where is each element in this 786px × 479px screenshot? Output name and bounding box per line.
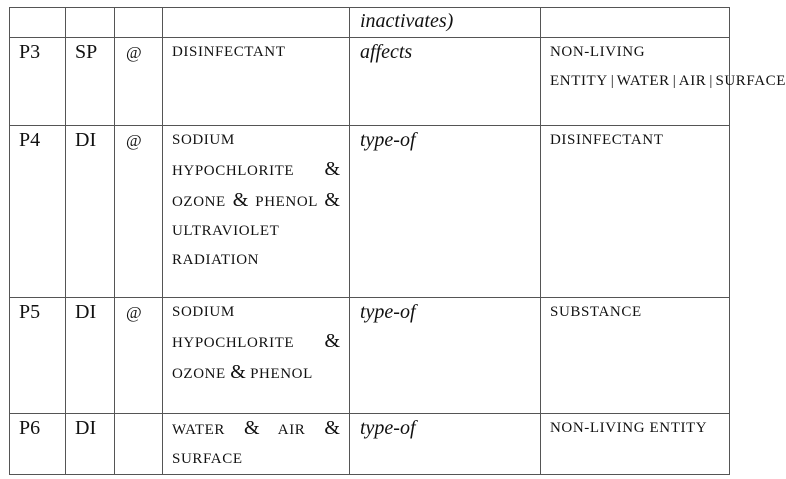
- row-subject: [163, 414, 350, 475]
- ampersand: &: [244, 417, 260, 439]
- row-marker: @: [115, 38, 163, 126]
- row-tag: DI: [66, 298, 115, 414]
- subject-part: SODIUM HYPOCHLORITE: [172, 304, 295, 351]
- row-marker: @: [115, 298, 163, 414]
- row-marker: [115, 8, 163, 38]
- row-subject: [163, 126, 350, 298]
- subject-part: OZONE: [172, 366, 226, 382]
- row-object: [541, 38, 786, 126]
- separator: |: [610, 73, 614, 89]
- subject-part: ULTRAVIOLET RADIATION: [172, 223, 280, 268]
- row-marker: @: [115, 126, 163, 298]
- ampersand: &: [324, 330, 340, 352]
- row-subject: [163, 8, 350, 38]
- row-id: P3: [10, 38, 66, 126]
- ampersand: &: [324, 417, 340, 439]
- table-row: [10, 126, 730, 298]
- row-id: P4: [10, 126, 66, 298]
- row-tag: DI: [66, 126, 115, 298]
- subject-part: AIR: [277, 422, 306, 438]
- row-tag: SP: [66, 38, 115, 126]
- object-part: SURFACE: [715, 73, 786, 89]
- proposition-table: [9, 7, 786, 475]
- row-relation: type-of: [350, 126, 541, 298]
- ampersand: &: [324, 189, 340, 211]
- row-id: P5: [10, 298, 66, 414]
- row-tag: DI: [66, 414, 115, 475]
- row-subject: [163, 298, 350, 414]
- row-id: [10, 8, 66, 38]
- row-object: SUBSTANCE: [541, 298, 730, 414]
- row-object: NON-LIVING ENTITY: [541, 414, 730, 475]
- row-relation: inactivates): [350, 8, 541, 38]
- table-row: [10, 414, 730, 475]
- separator: |: [709, 73, 713, 89]
- row-relation: type-of: [350, 414, 541, 475]
- row-id: P6: [10, 414, 66, 475]
- object-part: NON-LIVING ENTITY: [550, 44, 646, 89]
- subject-part: PHENOL: [255, 194, 318, 210]
- row-object: [541, 8, 730, 38]
- object-part: WATER: [616, 73, 670, 89]
- table-row: [10, 298, 730, 414]
- row-relation: affects: [350, 38, 541, 126]
- subject-part: SODIUM HYPOCHLORITE: [172, 132, 295, 179]
- ampersand: &: [230, 361, 246, 383]
- row-relation: type-of: [350, 298, 541, 414]
- row-subject: DISINFECTANT: [163, 38, 350, 126]
- object-part: AIR: [678, 73, 707, 89]
- table-row: [10, 8, 730, 38]
- row-marker: [115, 414, 163, 475]
- subject-part: OZONE: [172, 194, 226, 210]
- ampersand: &: [232, 189, 249, 211]
- ampersand: &: [324, 158, 340, 180]
- row-object: DISINFECTANT: [541, 126, 730, 298]
- subject-part: SURFACE: [172, 451, 243, 467]
- table-row: [10, 38, 730, 126]
- row-tag: [66, 8, 115, 38]
- separator: |: [672, 73, 676, 89]
- subject-part: WATER: [172, 422, 225, 438]
- subject-part: PHENOL: [250, 366, 313, 382]
